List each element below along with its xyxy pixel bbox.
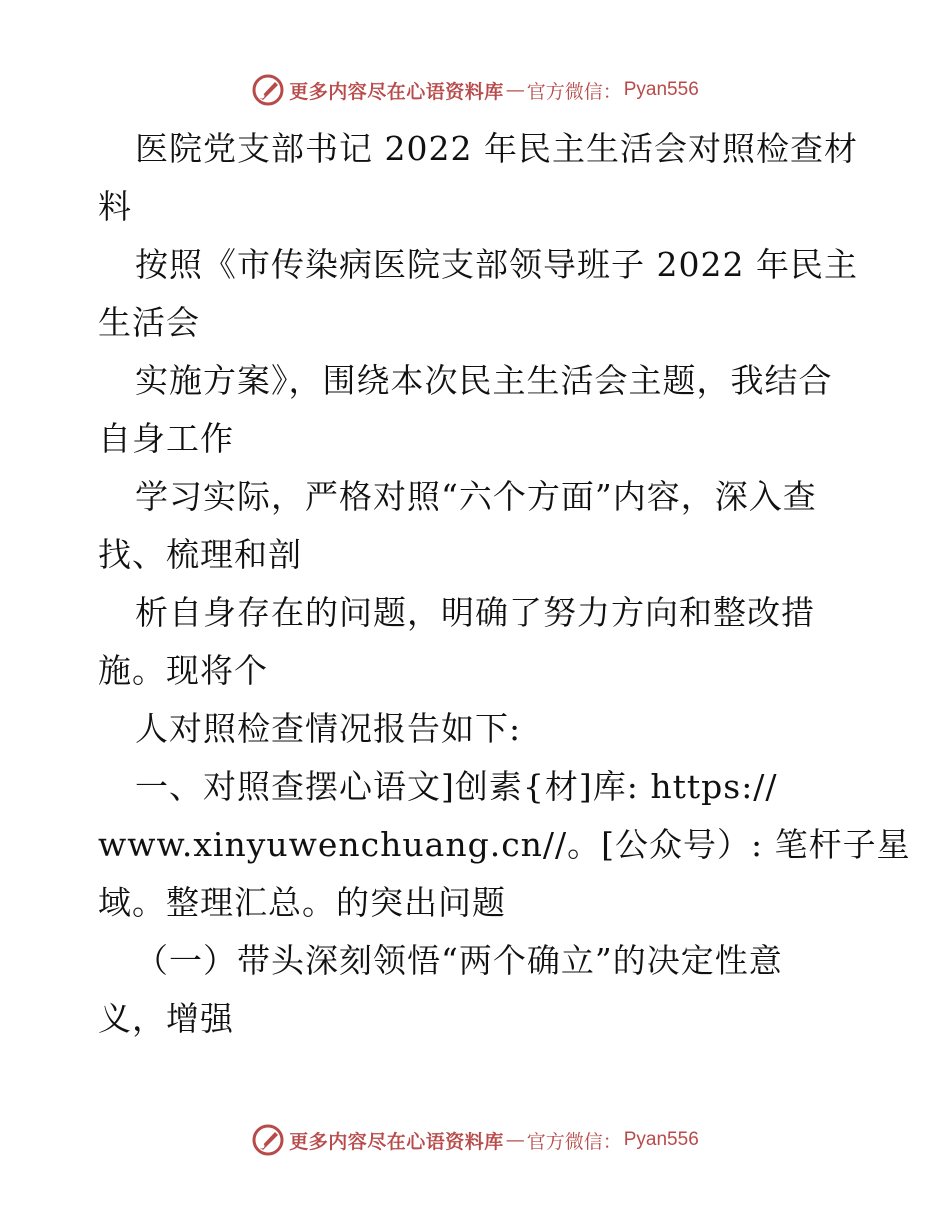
- paragraph-line: 人对照检查情况报告如下:: [135, 709, 522, 748]
- banner-wechat-label: 官方微信：: [526, 80, 622, 103]
- banner-separator: —: [505, 1129, 525, 1151]
- document-body: [98, 120, 911, 1048]
- section-heading-line: 一、对照查摆心语文]创素{材]库: https://: [135, 767, 778, 806]
- banner-wechat-id: Pyan556: [623, 79, 699, 100]
- paragraph-line: 自身工作: [98, 419, 234, 458]
- banner-wechat-id: Pyan556: [623, 1129, 699, 1150]
- banner-text: 更多内容尽在心语资料库: [289, 80, 504, 103]
- banner-wechat-label: 官方微信：: [526, 1130, 622, 1153]
- footer-watermark-banner: [0, 1120, 950, 1160]
- title-line-continued: 料: [98, 187, 132, 226]
- paragraph-line: 施。现将个: [98, 651, 268, 690]
- pen-logo-icon: [251, 1123, 285, 1157]
- subsection-heading-line: （一）带头深刻领悟“两个确立”的决定性意: [135, 941, 783, 980]
- paragraph-line: 找、梳理和剖: [98, 535, 302, 574]
- header-watermark-banner: [0, 70, 950, 110]
- title-line: 医院党支部书记 2022 年民主生活会对照检查材: [135, 129, 858, 168]
- paragraph-line: 实施方案》，围绕本次民主生活会主题，我结合: [135, 361, 833, 400]
- paragraph-line: 学习实际，严格对照“六个方面”内容，深入查: [135, 477, 817, 516]
- paragraph-line: 按照《市传染病医院支部领导班子 2022 年民主: [135, 245, 858, 284]
- subsection-heading-line: 义，增强: [98, 999, 234, 1038]
- paragraph-line: 生活会: [98, 303, 200, 342]
- paragraph-line: 析自身存在的问题，明确了努力方向和整改措: [135, 593, 815, 632]
- section-heading-line: www.xinyuwenchuang.cn//。[公众号）: 笔杆子星: [98, 825, 911, 864]
- section-heading-line: 域。整理汇总。的突出问题: [98, 883, 506, 922]
- banner-separator: —: [505, 79, 525, 101]
- banner-text: 更多内容尽在心语资料库: [289, 1130, 504, 1153]
- pen-logo-icon: [251, 73, 285, 107]
